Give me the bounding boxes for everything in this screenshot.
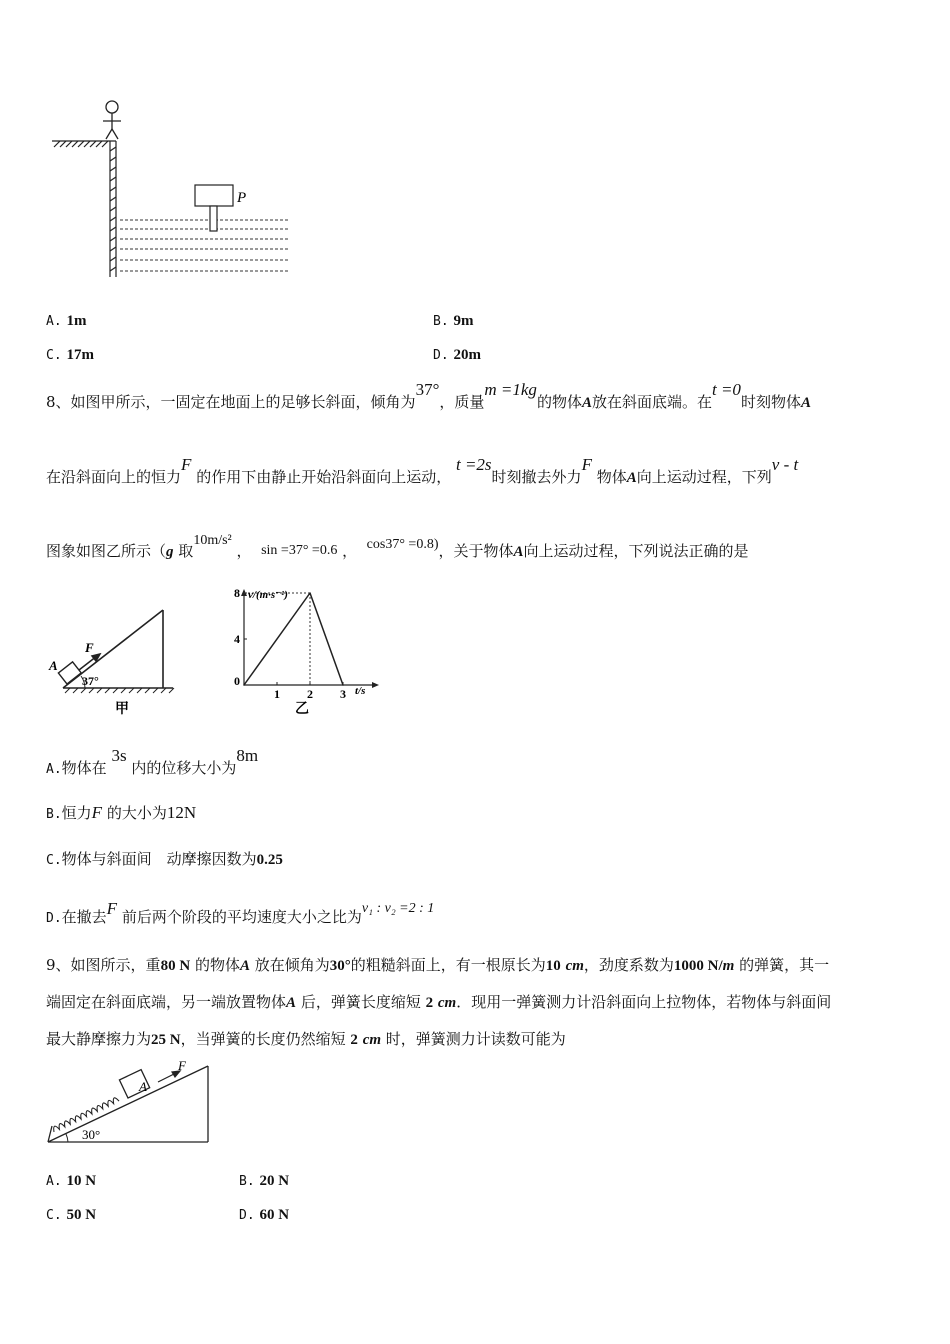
q8-option-b[interactable]: B.恒力F 的大小为12N xyxy=(46,803,197,822)
label-a: A xyxy=(49,658,58,673)
q8-option-a[interactable]: A.物体在 3s 内的位移大小为8m xyxy=(46,746,259,777)
q9-line-3: 最大静摩擦力为25 N，当弹簧的长度仍然缩短 2 cm 时，弹簧测力计读数可能为 xyxy=(46,1030,566,1048)
label-f-q9: F xyxy=(178,1058,186,1073)
q8-line-2: 在沿斜面向上的恒力F 的作用下由静止开始沿斜面向上运动， t =2s时刻撤去外力F 物体A向上运动过程，下列v - t xyxy=(46,455,799,486)
q9-option-d[interactable]: D. 60 N xyxy=(239,1207,290,1223)
caption-jia: 甲 xyxy=(115,702,129,717)
block-a xyxy=(58,662,81,684)
water-lines xyxy=(120,220,288,271)
x-axis-arrow xyxy=(372,682,379,688)
q9-option-c[interactable]: C. 50 N xyxy=(46,1207,97,1223)
label-p: P xyxy=(237,190,247,206)
q7-option-a[interactable]: A. 1m xyxy=(46,313,87,329)
caption-yi: 乙 xyxy=(295,702,309,717)
label-a-q9: A xyxy=(139,1079,147,1094)
y-tick-label: 4 xyxy=(234,632,240,646)
x-tick-label: 1 xyxy=(274,687,280,701)
q9-option-b[interactable]: B. 20 N xyxy=(239,1173,290,1189)
q7-option-c[interactable]: C. 17m xyxy=(46,347,94,363)
x-tick-label: 3 xyxy=(340,687,346,701)
vt-point xyxy=(243,684,245,686)
origin-label: 0 xyxy=(234,674,240,688)
q9-figure xyxy=(40,1058,215,1150)
angle-label-q9: 30° xyxy=(82,1127,101,1142)
q9-line-1: 9、如图所示，重80 N 的物体A 放在倾角为30°的粗糙斜面上，有一根原长为10 cm，劲度系数为1000 N/m 的弹簧，其一 xyxy=(46,956,830,974)
cliff xyxy=(52,141,116,277)
q9-line-2: 端固定在斜面底端，另一端放置物体A 后，弹簧长度缩短 2 cm．现用一弹簧测力计沿斜面向上拉物体，若物体与斜面间 xyxy=(46,993,832,1011)
q8-line-1: 8、如图甲所示，一固定在地面上的足够长斜面，倾角为37°，质量m =1kg的物体A放在斜面底端。在t =0时刻物体A xyxy=(46,380,811,411)
q7-option-d[interactable]: D. 20m xyxy=(433,347,481,363)
vt-segment xyxy=(310,593,343,685)
y-tick-label: 8 xyxy=(234,586,240,600)
vt-segment xyxy=(244,593,310,685)
x-tick-label: 2 xyxy=(307,687,313,701)
vt-point xyxy=(342,684,344,686)
q7-option-b[interactable]: B. 9m xyxy=(433,313,474,329)
vt-point xyxy=(309,592,311,594)
angle-label: 37° xyxy=(82,674,99,688)
q9-option-a[interactable]: A. 10 N xyxy=(46,1173,97,1189)
q8-option-c[interactable]: C.物体与斜面间 动摩擦因数为0.25 xyxy=(46,850,283,868)
q8-line-3: 图象如图乙所示（g 取10m/s² ， sin =37° =0.6 ， cos37° =0.8)，关于物体A向上运动过程，下列说法正确的是 xyxy=(46,533,749,560)
x-axis-label: t/s xyxy=(355,685,366,697)
q8-figure-jia xyxy=(45,600,185,718)
q7-figure xyxy=(40,95,300,285)
label-f: F xyxy=(85,640,94,655)
block-p xyxy=(195,185,233,231)
y-axis-label: v/(m·s⁻¹) xyxy=(248,589,288,601)
q8-option-d[interactable]: D.在撤去F 前后两个阶段的平均速度大小之比为v₁ : v₂ =2 : 1 xyxy=(46,899,435,926)
q8-figure-yi xyxy=(225,585,385,720)
person-figure xyxy=(103,101,121,139)
